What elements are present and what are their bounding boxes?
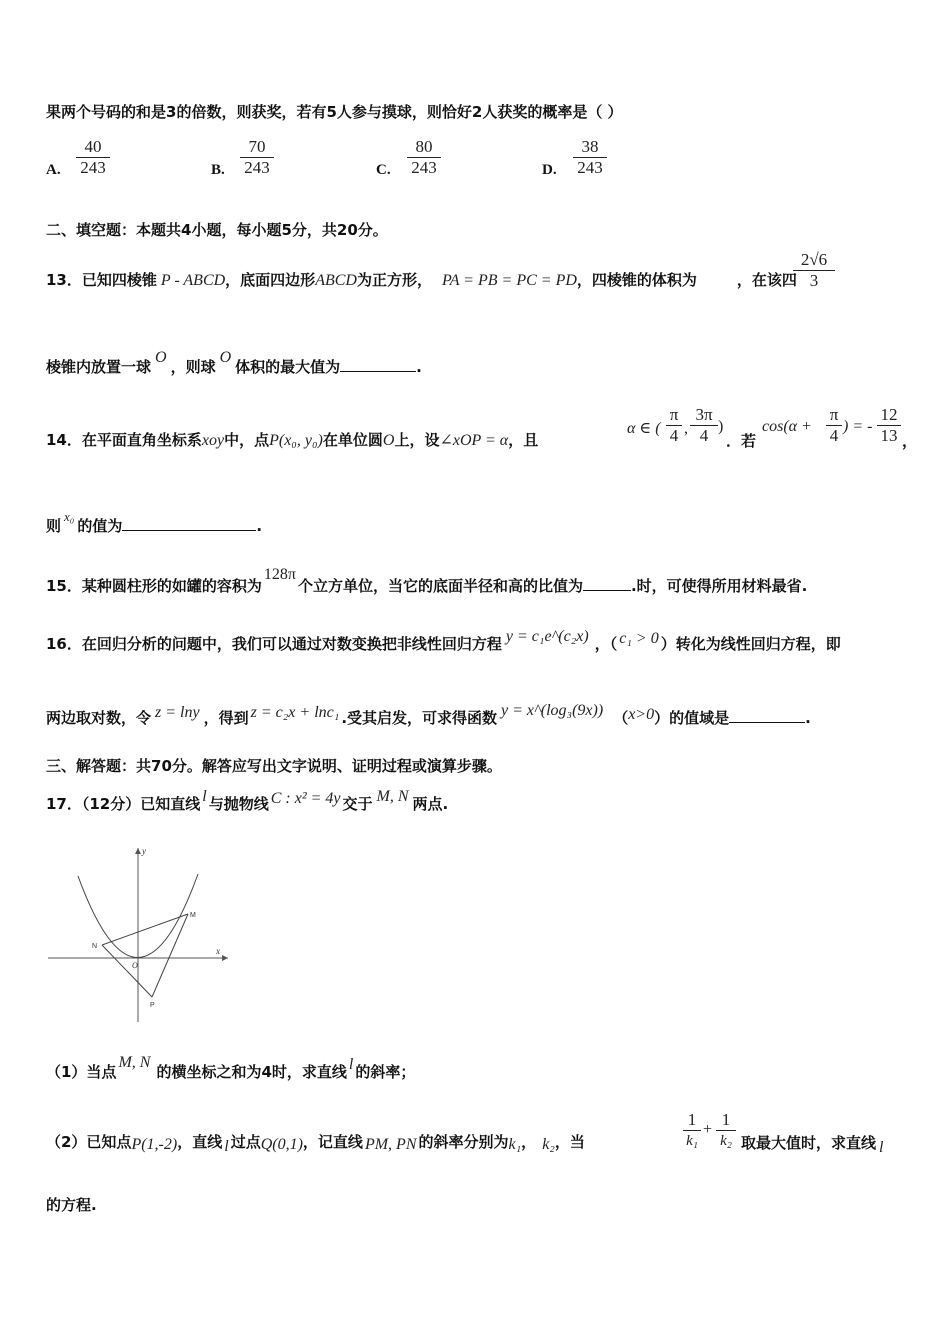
q13-l2a: 棱锥内放置一球 [46, 358, 152, 376]
q17-sf2-den: k₂ [716, 1130, 736, 1151]
q14-alpha-in: α ∈ ( [627, 420, 661, 437]
q17-p2-tail [741, 1132, 884, 1156]
q14-f4-num: 12 [880, 405, 898, 424]
q14-x0: x₀ [64, 509, 75, 524]
q13-line2 [46, 349, 422, 378]
q13-sphere-o1: O [155, 349, 167, 366]
q17-p1-l: l [348, 1056, 354, 1073]
q17-p2f: ，当 [554, 1133, 585, 1151]
q14-f3-num: π [829, 405, 839, 424]
q17-plus: + [703, 1121, 713, 1138]
q17-p2-point-p: P(1,-2) [131, 1136, 178, 1153]
q13-line1 [46, 270, 797, 291]
q17-statement [46, 788, 449, 815]
q17-t4: 两点. [412, 795, 449, 813]
q17-points-mn: M, N [376, 788, 409, 805]
q17-t2: 与抛物线 [208, 795, 269, 813]
q14-t7: ， [902, 432, 918, 450]
q14-line1 [46, 430, 538, 451]
q16-t1: 16．在回归分析的问题中，我们可以通过对数变换把非线性回归方程 [46, 635, 502, 653]
q14-t4: 上，设 [394, 431, 440, 449]
q17-p2a: （2）已知点 [46, 1133, 132, 1151]
option-a-fraction [76, 137, 110, 178]
option-b-fraction [240, 137, 274, 178]
option-c-num: 80 [415, 137, 433, 156]
x-label: x [216, 946, 220, 956]
q15-answer-blank[interactable] [583, 576, 631, 591]
option-a-label[interactable]: A. [46, 162, 61, 178]
q16-l2a: 两边取对数，令 [46, 709, 152, 727]
q16-l2c: .受其启发，可求得函数 [341, 709, 498, 727]
point-p-label: P [150, 1002, 155, 1009]
option-d-label[interactable]: D. [542, 162, 557, 178]
q17-line-l: l [202, 788, 207, 805]
q17-p2-lines: PM, PN [364, 1136, 417, 1153]
q16-answer-blank[interactable] [729, 708, 805, 723]
q16-l2f: . [805, 709, 811, 727]
q17-p1c: 的斜率； [355, 1063, 416, 1081]
q14-f2-den: 4 [690, 425, 718, 446]
q14-circle-o: O [382, 432, 395, 449]
q17-frac-1-k1 [683, 1110, 701, 1151]
q14-answer-blank[interactable] [122, 516, 256, 531]
q16-function: y = x^(log₃(9x)) [501, 702, 604, 719]
y-label: y [142, 846, 146, 856]
q14-frac-12-13 [877, 405, 901, 446]
q17-p2d: ，记直线 [302, 1133, 363, 1151]
section-2-heading: 二、填空题：本题共4小题，每小题5分，共20分。 [46, 221, 388, 239]
q13-l2c: 体积的最大值为 [235, 358, 341, 376]
q13-base: ABCD [315, 272, 357, 289]
q17-p1-mn: M, N [118, 1054, 151, 1071]
q14-line2 [46, 509, 263, 537]
q16-linear-eq: z = c₂x + lnc₁ [250, 704, 340, 721]
q14-l2a: 则 [46, 517, 62, 535]
option-c-label[interactable]: C. [376, 162, 391, 178]
q17-part2 [46, 1132, 585, 1153]
line-mn [102, 914, 188, 945]
q13-t4: ，四棱锥的体积为 [576, 271, 697, 289]
q17-p2-l: l [224, 1138, 229, 1155]
q17-t1: 17．（12分）已知直线 [46, 795, 201, 813]
q13-t2: ，底面四边形 [225, 271, 316, 289]
q14-l2b: 的值为 [77, 517, 123, 535]
line-pm [152, 914, 188, 997]
q13-l2d: . [416, 358, 422, 376]
q14-f4-den: 13 [877, 425, 901, 446]
q16-x-condition: x>0 [628, 706, 655, 723]
y-axis-arrow [135, 848, 141, 854]
q13-t3: 为正方形， [356, 271, 432, 289]
q14-cos: cos(α + [762, 418, 812, 435]
q14-f3-den: 4 [826, 425, 842, 446]
q17-p2g: 取最大值时，求直线 [741, 1134, 877, 1152]
option-d-den: 243 [573, 157, 607, 178]
q16-t2: ，（ [594, 635, 618, 653]
line-pn [102, 945, 152, 997]
q15-volume: 128π [263, 566, 296, 583]
q13-pyramid: P - ABCD [160, 272, 226, 289]
q17-p2b: ，直线 [177, 1133, 223, 1151]
q13-answer-blank[interactable] [340, 357, 416, 372]
q17-p2c: 过点 [230, 1133, 261, 1151]
q13-l2b: ，则球 [170, 358, 216, 376]
q14-t6: ．若 [726, 432, 757, 450]
q14-frac-pi-4-b [826, 405, 842, 446]
q17-sf1-num: 1 [687, 1110, 697, 1129]
option-c-den: 243 [407, 157, 441, 178]
q17-p1b: 的横坐标之和为4时，求直线 [156, 1063, 347, 1081]
q17-p2-k1: k₁ [508, 1136, 522, 1153]
q14-t5: ，且 [508, 431, 539, 449]
q14-xoy: xoy [201, 432, 225, 449]
q13-volume-fraction [793, 250, 835, 291]
q17-p2-l2: l [879, 1139, 884, 1156]
q17-p2-k2: k₂ [542, 1136, 555, 1153]
q14-f2-num: 3π [695, 405, 713, 424]
q17-sf2-num: 1 [721, 1110, 731, 1129]
q14-frac-pi-4 [666, 405, 682, 446]
q13-volume-den: 3 [793, 270, 835, 291]
option-b-label[interactable]: B. [211, 162, 225, 178]
q15-t1: 15．某种圆柱形的如罐的容积为 [46, 577, 262, 595]
q13-volume-num: 2√6 [800, 250, 828, 269]
point-n-label: N [92, 943, 98, 950]
q16-line2 [46, 702, 811, 729]
q13-t5: ，在该四 [736, 271, 797, 289]
option-b-den: 243 [240, 157, 274, 178]
q17-p2-sep: ， [521, 1133, 537, 1151]
option-c-fraction [407, 137, 441, 178]
option-a-num: 40 [84, 137, 102, 156]
q17-p2-end: 的方程. [46, 1196, 97, 1214]
q16-t3: ）转化为线性回归方程，即 [660, 635, 841, 653]
q13-edges: PA = PB = PC = PD [441, 272, 577, 289]
q17-p1a: （1）当点 [46, 1063, 117, 1081]
q14-l2c: . [256, 517, 263, 535]
q14-f1-den: 4 [666, 425, 682, 446]
q17-frac-1-k2 [716, 1110, 736, 1151]
option-d-num: 38 [581, 137, 599, 156]
option-a-den: 243 [76, 157, 110, 178]
q16-z-def: z = lny [155, 704, 200, 721]
q17-p2-point-q: Q(0,1) [260, 1136, 303, 1153]
q15-t3: .时，可使得所用材料最省. [630, 577, 808, 595]
q17-part1 [46, 1054, 416, 1083]
q14-point-p: P(x₀, y₀) [269, 432, 323, 449]
q17-t3: 交于 [342, 795, 373, 813]
q14-f1-num: π [669, 405, 679, 424]
q12-tail-text: 果两个号码的和是3的倍数，则获奖，若有5人参与摸球，则恰好2人获奖的概率是（ ） [46, 103, 623, 121]
point-m-label: M [190, 912, 196, 919]
q13-sphere-o2: O [219, 349, 232, 366]
q17-parabola: C : x² = 4y [270, 790, 341, 807]
q14-t2: 中，点 [224, 431, 270, 449]
q16-line1 [46, 628, 841, 655]
q16-l2e: ）的值域是 [654, 709, 730, 727]
q16-c1-condition: c₁ > 0 [619, 630, 659, 647]
q16-l2d: （ [613, 709, 629, 727]
q14-angle: ∠xOP = α [439, 432, 509, 449]
option-b-num: 70 [248, 137, 266, 156]
q16-nonlinear-eq: y = c₁e^(c₂x) [505, 628, 589, 645]
q13-t1: 13．已知四棱锥 [46, 271, 157, 289]
x-axis-arrow [222, 955, 228, 961]
option-d-fraction [573, 137, 607, 178]
q14-t3: 在单位圆 [322, 431, 383, 449]
q14-t1: 14．在平面直角坐标系 [46, 431, 202, 449]
q14-frac-3pi-4 [690, 405, 718, 446]
q17-p2e: 的斜率分别为 [418, 1133, 509, 1151]
origin-label: O [132, 961, 138, 970]
q17-figure [44, 842, 234, 1027]
q14-equals: ) = - [843, 418, 873, 435]
q15-line [46, 566, 808, 597]
q17-sf1-den: k₁ [683, 1130, 701, 1151]
q16-l2b: ，得到 [203, 709, 249, 727]
q15-t2: 个立方单位，当它的底面半径和高的比值为 [297, 577, 583, 595]
section-3-heading: 三、解答题：共70分。解答应写出文字说明、证明过程或演算步骤。 [46, 757, 502, 775]
